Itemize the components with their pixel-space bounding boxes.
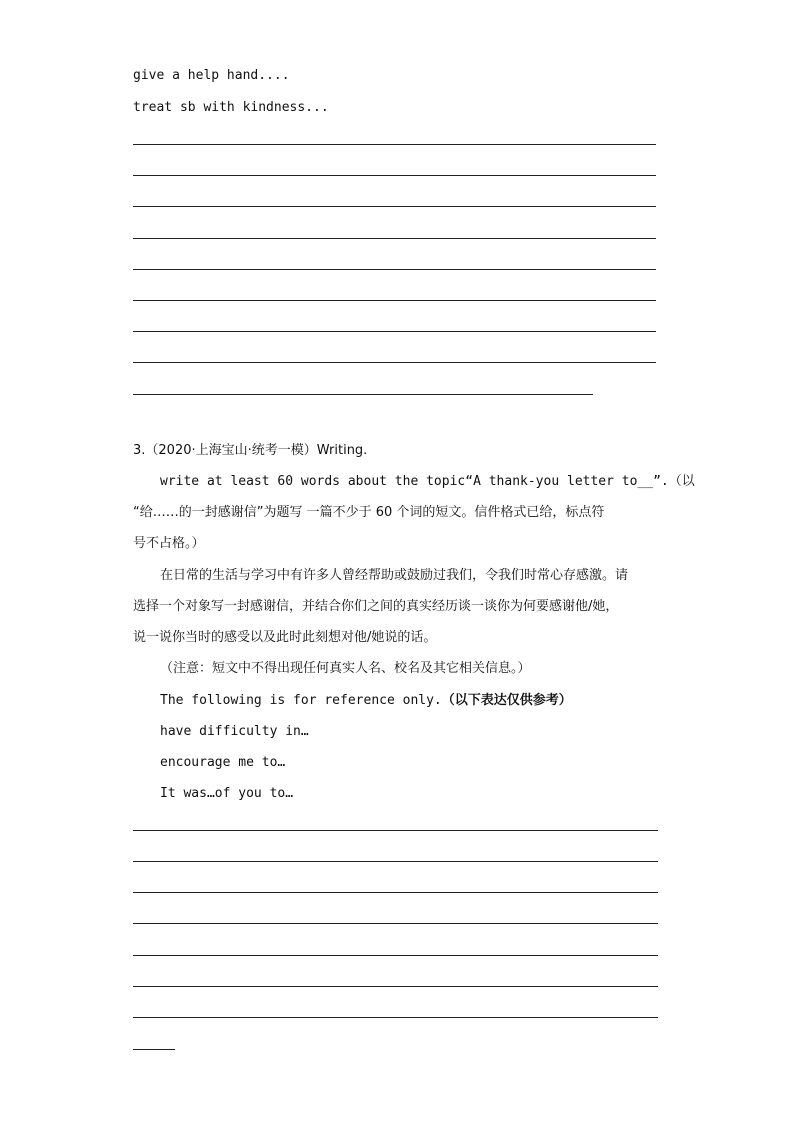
reference-en: The following is for reference only. xyxy=(160,693,442,708)
answer-line[interactable] xyxy=(133,331,656,332)
hint-line-1: give a help hand.... xyxy=(133,68,290,83)
answer-line[interactable] xyxy=(133,861,658,862)
answer-line[interactable] xyxy=(133,1049,175,1050)
instruction-line-3: 号不占格。） xyxy=(133,536,205,551)
instruction-line-1: write at least 60 words about the topic“A thank-you letter to__”.（以 xyxy=(160,474,695,489)
answer-line[interactable] xyxy=(133,986,658,987)
prompt-line-3: 说一说你当时的感受以及此时此刻想对他/她说的话。 xyxy=(133,630,437,645)
prompt-line-2: 选择一个对象写一封感谢信，并结合你们之间的真实经历谈一谈你为何要感谢他/她， xyxy=(133,599,619,614)
answer-line[interactable] xyxy=(133,830,658,831)
answer-line[interactable] xyxy=(133,144,656,145)
answer-line[interactable] xyxy=(133,1017,658,1018)
phrase-item: encourage me to… xyxy=(160,755,286,770)
hint-line-2: treat sb with kindness... xyxy=(133,100,329,115)
answer-line[interactable] xyxy=(133,394,593,395)
answer-line[interactable] xyxy=(133,955,658,956)
phrase-item: It was…of you to… xyxy=(160,786,294,801)
answer-line[interactable] xyxy=(133,269,656,270)
prompt-line-1: 在日常的生活与学习中有许多人曾经帮助或鼓励过我们，令我们时常心存感激。请 xyxy=(160,568,629,583)
answer-line[interactable] xyxy=(133,238,656,239)
phrase-item: have difficulty in… xyxy=(160,724,309,739)
question-heading: 3.（2020·上海宝山·统考一模）Writing. xyxy=(133,443,368,458)
answer-line[interactable] xyxy=(133,362,656,363)
reference-cn: （以下表达仅供参考） xyxy=(441,693,572,708)
answer-line[interactable] xyxy=(133,175,656,176)
reference-line xyxy=(160,693,572,709)
answer-line[interactable] xyxy=(133,923,658,924)
answer-line[interactable] xyxy=(133,300,656,301)
answer-line[interactable] xyxy=(133,206,656,207)
answer-line[interactable] xyxy=(133,892,658,893)
instruction-line-2: “给……的一封感谢信”为题写 一篇不少于 60 个词的短文。信件格式已给，标点符 xyxy=(133,505,605,520)
note-line: （注意：短文中不得出现任何真实人名、校名及其它相关信息。） xyxy=(160,661,531,676)
